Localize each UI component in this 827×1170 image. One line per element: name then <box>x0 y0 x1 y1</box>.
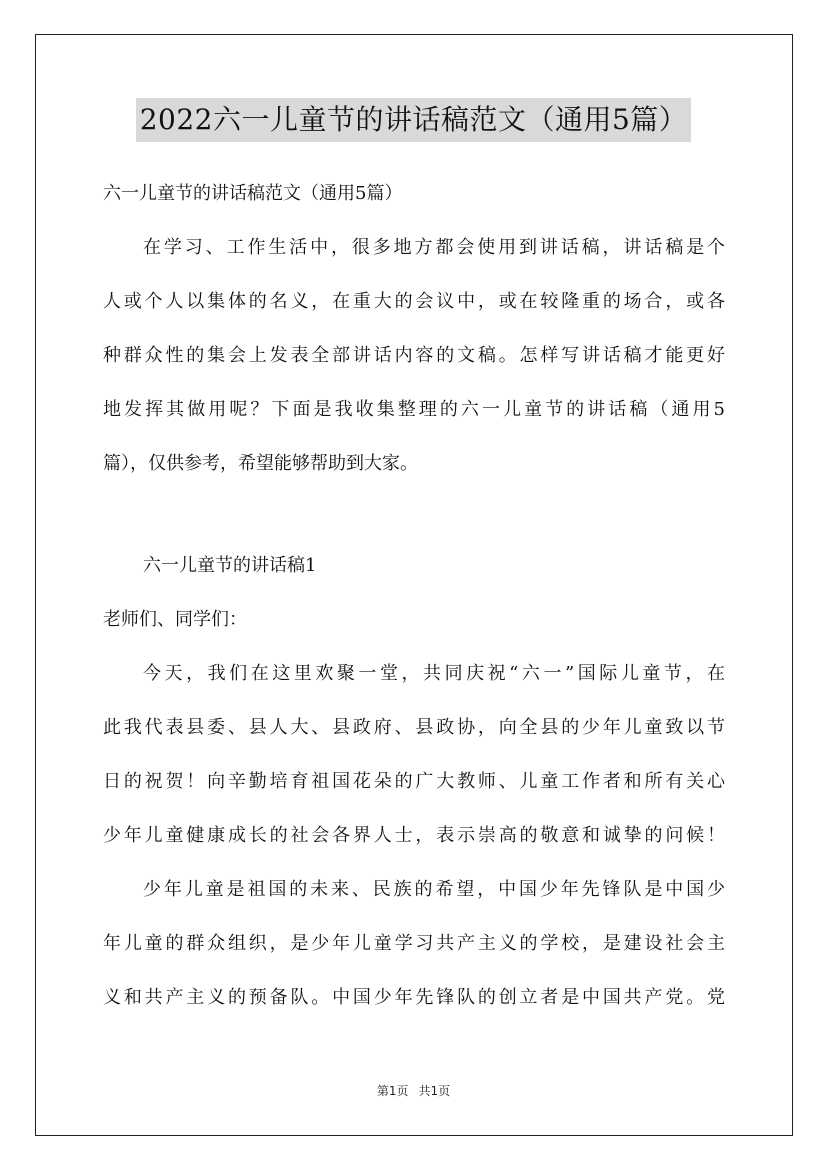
salutation: 老师们、同学们： <box>103 609 247 630</box>
section-heading: 六一儿童节的讲话稿1 <box>143 555 317 576</box>
paragraph-line: 少年儿童是祖国的未来、民族的希望，中国少年先锋队是中国少 <box>143 879 725 900</box>
intro-line: 地发挥其做用呢？下面是我收集整理的六一儿童节的讲话稿（通用5 <box>103 399 725 420</box>
paragraph-line: 今天，我们在这里欢聚一堂，共同庆祝“六一”国际儿童节，在 <box>143 663 725 684</box>
page-footer <box>0 1082 827 1099</box>
intro-line: 在学习、工作生活中，很多地方都会使用到讲话稿，讲话稿是个 <box>143 237 725 258</box>
intro-line: 篇），仅供参考，希望能够帮助到大家。 <box>103 453 418 474</box>
document-title: 2022六一儿童节的讲话稿范文（通用5篇） <box>136 98 692 142</box>
page-total: 共1页 <box>418 1084 451 1098</box>
document-body <box>103 178 725 1036</box>
section-gap <box>103 502 725 550</box>
subtitle: 六一儿童节的讲话稿范文（通用5篇） <box>103 183 403 204</box>
paragraph-line: 此我代表县委、县人大、县政府、县政协，向全县的少年儿童致以节 <box>103 717 725 738</box>
intro-line: 人或个人以集体的名义，在重大的会议中，或在较隆重的场合，或各 <box>103 291 725 312</box>
paragraph-line: 日的祝贺！向辛勤培育祖国花朵的广大教师、儿童工作者和所有关心 <box>103 771 725 792</box>
page-number: 第1页 <box>376 1084 409 1098</box>
intro-line: 种群众性的集会上发表全部讲话内容的文稿。怎样写讲话稿才能更好 <box>103 345 725 366</box>
paragraph-line: 义和共产主义的预备队。中国少年先锋队的创立者是中国共产党。党 <box>103 987 725 1008</box>
paragraph-line: 年儿童的群众组织，是少年儿童学习共产主义的学校，是建设社会主 <box>103 933 725 954</box>
title-container <box>0 98 827 142</box>
paragraph-line: 少年儿童健康成长的社会各界人士，表示崇高的敬意和诚挚的问候！ <box>103 825 725 846</box>
